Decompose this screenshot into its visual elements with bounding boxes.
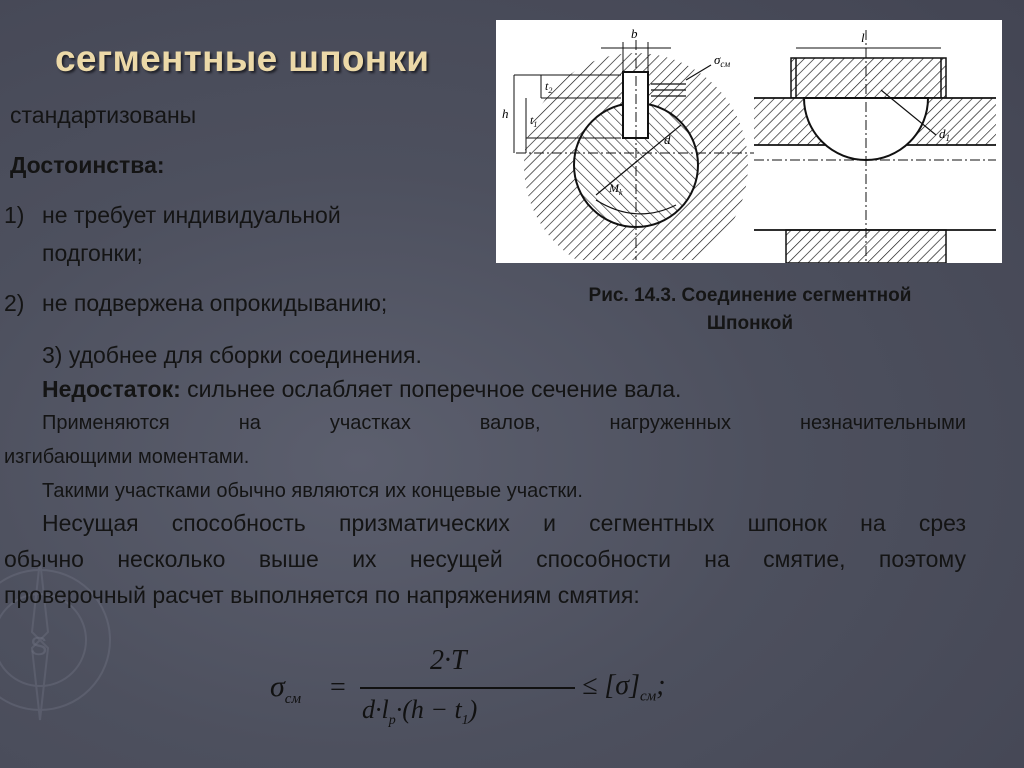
advantage-2-number: 2) — [4, 290, 25, 316]
label-d1: $d_1$ — [939, 126, 950, 143]
ends-text: Такими участками обычно являются их концевые участки. — [42, 480, 583, 502]
advantage-3-text: 3) удобнее для сборки соединения. — [42, 342, 422, 368]
segment-key-figure — [496, 20, 1002, 263]
caption-line2: Шпонкой — [706, 313, 794, 334]
label-d: d — [664, 132, 671, 147]
shaft-longitudinal-view — [754, 30, 996, 263]
segment-key-drawing — [496, 20, 1002, 263]
page-title: сегментные шпонки — [55, 38, 430, 79]
formula-numerator: 2·T — [430, 645, 467, 676]
drawback-line — [42, 376, 681, 403]
label-sigma: $\sigma_{см}$ — [714, 52, 731, 69]
figure-caption — [500, 282, 1000, 338]
formula-rhs: ≤ $[\sigma]_{см}$; — [582, 670, 666, 705]
advantage-1-number: 1) — [4, 202, 25, 228]
advantage-2-text: не подвержена опрокидыванию; — [42, 290, 388, 316]
svg-text:S: S — [30, 631, 48, 661]
advantages-heading: Достоинства: — [10, 152, 165, 178]
capacity-line2: обычно несколько выше их несущей способности на смятие, поэтому — [4, 546, 966, 572]
crushing-stress-formula — [270, 645, 710, 735]
label-t2: $t_2$ — [545, 79, 553, 95]
caption-line1: Рис. 14.3. Соединение сегментной — [588, 285, 912, 306]
formula-equals: = — [330, 672, 346, 703]
advantage-1-line1: не требует индивидуальной — [42, 202, 341, 228]
advantage-1-line2: подгонки; — [42, 240, 143, 266]
capacity-line1: Несущая способность призматических и сегментных шпонок на срез — [42, 510, 966, 536]
label-mk: $M_k$ — [609, 181, 623, 197]
label-l: l — [861, 30, 865, 45]
label-t1: $t_1$ — [530, 113, 538, 129]
intro-text: стандартизованы — [10, 102, 197, 128]
drawback-text: сильнее ослабляет поперечное сечение вала. — [187, 376, 682, 402]
capacity-line3: проверочный расчет выполняется по напряжениям смятия: — [4, 582, 640, 608]
formula-lhs: $\sigma_{см}$ — [270, 670, 302, 707]
label-h: h — [502, 106, 509, 121]
formula-denominator: $d\cdot l_p\cdot(h - t_1)$ — [362, 695, 478, 729]
drawback-label: Недостаток: — [42, 376, 181, 402]
usage-line2: изгибающими моментами. — [4, 446, 250, 468]
usage-line1: Применяются на участках валов, нагруженных незначительными — [42, 412, 966, 434]
formula-fraction-bar — [360, 687, 575, 689]
label-b: b — [631, 26, 638, 41]
